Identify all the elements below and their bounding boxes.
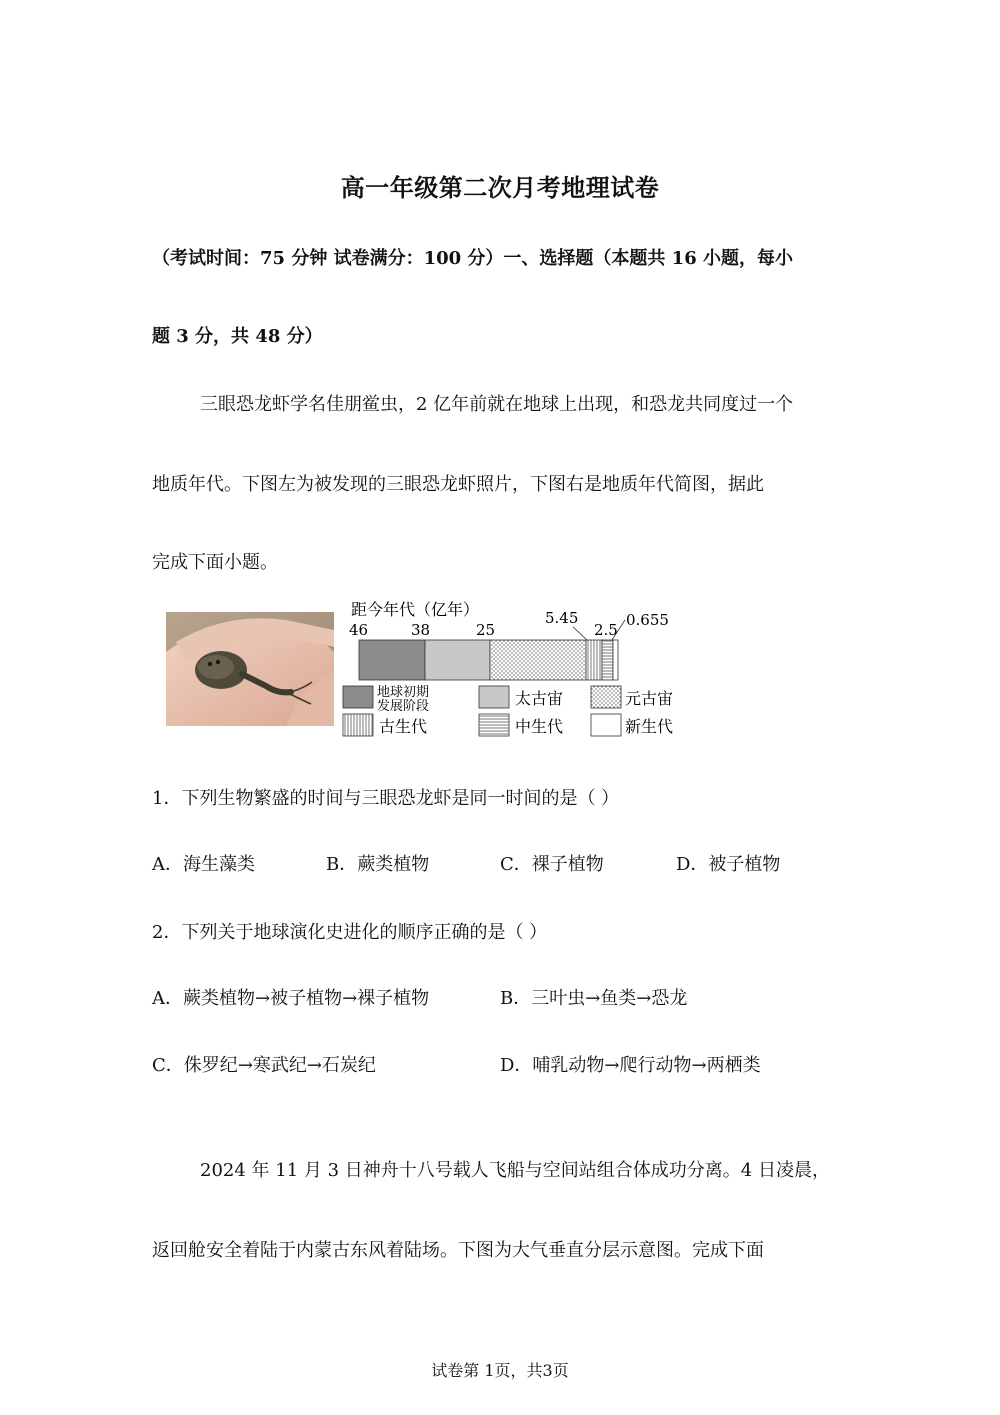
leader-5.45	[573, 627, 587, 640]
legend-swatch-early-earth	[343, 686, 373, 708]
timeline-title: 距今年代（亿年）	[351, 600, 480, 619]
legend-swatch-paleozoic	[343, 714, 373, 736]
exam-info-line-2: 题 3 分，共 48 分）	[152, 326, 323, 347]
legend-label-early-earth-1: 地球初期	[377, 685, 430, 700]
tadpole-shrimp-in-hand-icon	[166, 612, 334, 726]
segment-paleozoic	[586, 640, 602, 680]
legend-label-archean: 太古宙	[515, 689, 564, 708]
question-2-option-a[interactable]: A．蕨类植物→被子植物→裸子植物	[152, 988, 430, 1009]
legend-swatch-archean	[479, 686, 509, 708]
legend-swatch-proterozoic	[591, 686, 621, 708]
segment-archean	[425, 640, 490, 680]
segment-mesozoic	[602, 640, 613, 680]
legend-label-paleozoic: 古生代	[379, 717, 428, 736]
question-2-option-b[interactable]: B．三叶虫→鱼类→恐龙	[500, 988, 688, 1009]
question-1-option-c[interactable]: C．裸子植物	[500, 854, 604, 875]
segment-proterozoic	[490, 640, 586, 680]
intro-paragraph-line-1: 三眼恐龙虾学名佳朋鲎虫，2 亿年前就在地球上出现，和恐龙共同度过一个	[200, 394, 794, 415]
intro-paragraph-line-3: 完成下面小题。	[152, 552, 278, 573]
tadpole-shrimp-photo	[166, 612, 334, 726]
exam-info-line-1: （考试时间：75 分钟 试卷满分：100 分）一、选择题（本题共 16 小题，每小	[152, 248, 794, 269]
legend-label-early-earth-2: 发展阶段	[377, 699, 430, 714]
legend-label-proterozoic: 元古宙	[625, 689, 674, 708]
question-1-option-b[interactable]: B．蕨类植物	[326, 854, 430, 875]
page-title: 高一年级第二次月考地理试卷	[340, 173, 660, 202]
legend-swatch-cenozoic	[591, 714, 621, 736]
question-2-stem: 2．下列关于地球演化史进化的顺序正确的是（ ）	[152, 922, 548, 943]
question-1-stem: 1．下列生物繁盛的时间与三眼恐龙虾是同一时间的是（ ）	[152, 788, 620, 809]
intro2-paragraph-line-2: 返回舱安全着陆于内蒙古东风着陆场。下图为大气垂直分层示意图。完成下面	[152, 1240, 764, 1261]
question-2-option-d[interactable]: D．哺乳动物→爬行动物→两栖类	[500, 1055, 761, 1076]
tick-label-0.655: 0.655	[626, 611, 669, 629]
geologic-timeline-diagram	[341, 598, 696, 743]
segment-early-earth	[359, 640, 425, 680]
tick-label-38: 38	[411, 621, 431, 639]
tick-label-5.45: 5.45	[545, 609, 579, 627]
tick-label-2.5: 2.5	[594, 621, 618, 639]
intro-paragraph-line-2: 地质年代。下图左为被发现的三眼恐龙虾照片，下图右是地质年代简图，据此	[152, 474, 764, 495]
page-footer: 试卷第 1页，共3页	[431, 1361, 569, 1380]
intro2-paragraph-line-1: 2024 年 11 月 3 日神舟十八号载人飞船与空间站组合体成功分离。4 日凌晨，	[200, 1160, 830, 1181]
question-1-option-a[interactable]: A．海生藻类	[152, 854, 255, 875]
tick-label-46: 46	[349, 621, 369, 639]
question-2-option-c[interactable]: C．侏罗纪→寒武纪→石炭纪	[152, 1055, 376, 1076]
legend-label-cenozoic: 新生代	[625, 717, 674, 736]
question-1-option-d[interactable]: D．被子植物	[676, 854, 781, 875]
legend-label-mesozoic: 中生代	[515, 717, 564, 736]
legend-swatch-mesozoic	[479, 714, 509, 736]
tick-label-25: 25	[476, 621, 496, 639]
segment-cenozoic	[613, 640, 618, 680]
figure	[166, 598, 696, 743]
